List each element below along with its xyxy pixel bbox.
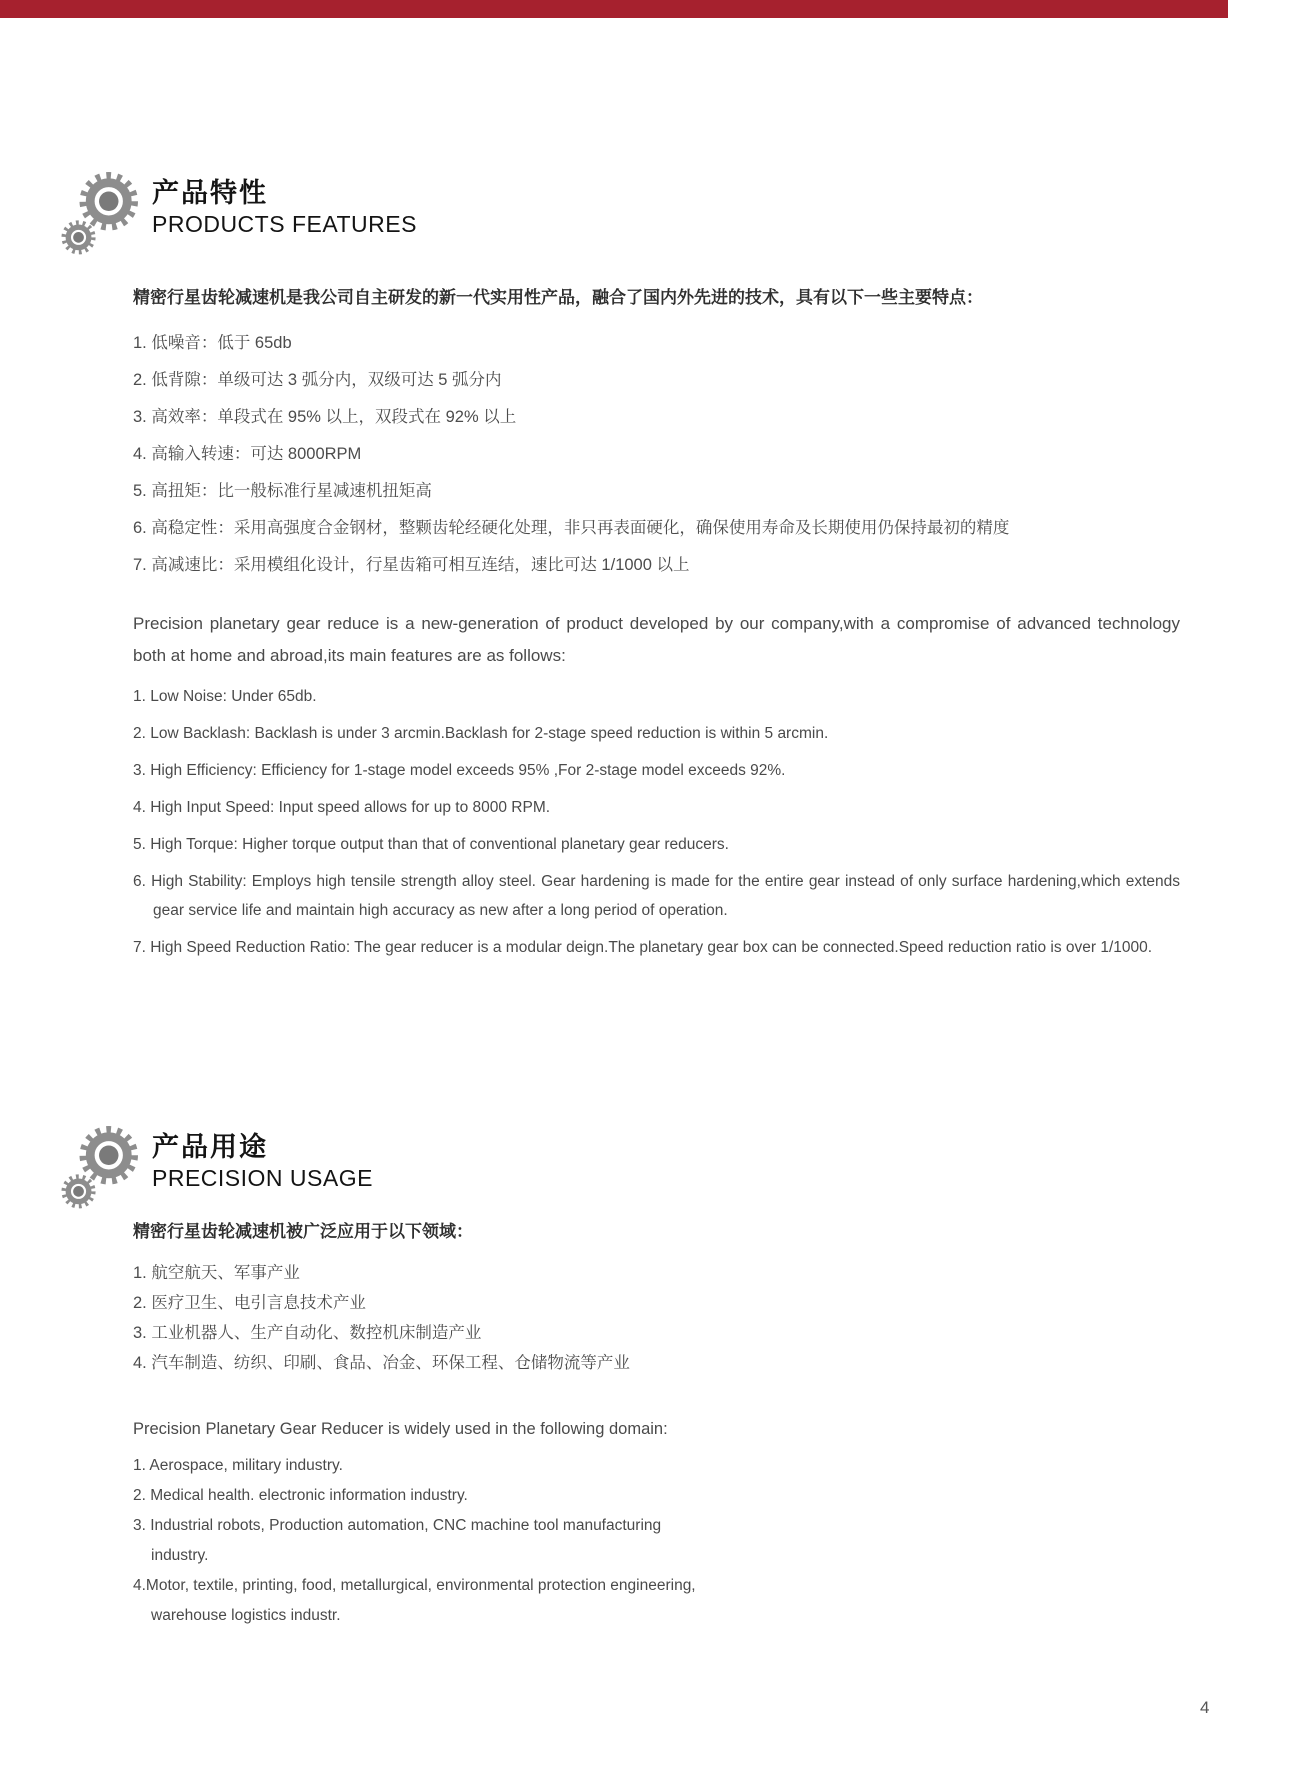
section-title-en: PRODUCTS FEATURES [152,211,417,238]
usage-intro-en: Precision Planetary Gear Reducer is widely used in the following domain: [133,1420,668,1438]
features-list-zh [133,330,1180,578]
list-item: 5. 高扭矩：比一般标准行星减速机扭矩高 [133,482,432,500]
list-item: 1. Low Noise: Under 65db. [133,688,317,705]
list-item: 5. High Torque: Higher torque output than that of conventional planetary gear reducers. [133,836,729,853]
list-item: 4. High Input Speed: Input speed allows for up to 8000 RPM. [133,799,551,816]
section-title-en: PRECISION USAGE [152,1165,373,1192]
list-item: 2. Low Backlash: Backlash is under 3 arcmin.Backlash for 2-stage speed reduction is within 5 arcmin. [133,725,829,742]
section-titles [152,178,417,239]
top-red-bar [0,0,1228,18]
usage-intro-zh: 精密行星齿轮减速机被广泛应用于以下领域： [133,1222,473,1241]
gears-icon [60,1122,138,1212]
section-title-zh: 产品用途 [152,1132,268,1162]
section-header-precision-usage [60,1122,373,1212]
list-item: 1. 航空航天、军事产业 [133,1264,300,1282]
section-titles [152,1132,373,1193]
list-item: 7. 高减速比：采用模组化设计，行星齿箱可相互连结，速比可达 1/1000 以上 [133,556,690,574]
list-item: 3. High Efficiency: Efficiency for 1-stage model exceeds 95% ,For 2-stage model exceeds 92%. [133,762,786,779]
section-products-features-content [133,284,1180,970]
list-item: 3. 高效率：单段式在 95% 以上，双段式在 92% 以上 [133,408,517,426]
list-item: 7. High Speed Reduction Ratio: The gear reducer is a modular deign.The planetary gear box can be connected.Speed reduction ratio is over 1/1000. [133,939,1153,956]
list-item: 6. High Stability: Employs high tensile strength alloy steel. Gear hardening is made for the entire gear instead of only surface hardening,which extends gear service life and maintain high accuracy as new after a long period of operation. [133,873,1180,919]
list-item: 2. Medical health. electronic information industry. [133,1487,468,1504]
list-item: 4. 高输入转速：可达 8000RPM [133,445,362,463]
features-intro-en: Precision planetary gear reduce is a new-generation of product developed by our company,with a compromise of advanced technology both at home and abroad,its main features are as follows: [133,614,1180,665]
list-item: 2. 低背隙：单级可达 3 弧分内，双级可达 5 弧分内 [133,371,502,389]
list-item: 1. 低噪音：低于 65db [133,334,292,352]
section-precision-usage-content [133,1218,1180,1631]
list-item: 4.Motor, textile, printing, food, metallurgical, environmental protection engineering, warehouse logistics industr. [133,1577,696,1624]
usage-english-block [133,1414,718,1631]
list-item: 6. 高稳定性：采用高强度合金钢材，整颗齿轮经硬化处理，非只再表面硬化，确保使用寿命及长期使用仍保持最初的精度 [133,519,1010,537]
list-item: 3. Industrial robots, Production automation, CNC machine tool manufacturing industry. [133,1517,662,1564]
features-list-en [133,682,1180,962]
gears-icon [60,168,138,258]
usage-list-en [133,1451,718,1631]
section-header-products-features [60,168,417,258]
section-title-zh: 产品特性 [152,178,268,208]
list-item: 4. 汽车制造、纺织、印刷、食品、冶金、环保工程、仓储物流等产业 [133,1354,630,1372]
list-item: 2. 医疗卫生、电引言息技术产业 [133,1294,366,1312]
list-item: 3. 工业机器人、生产自动化、数控机床制造产业 [133,1324,482,1342]
list-item: 1. Aerospace, military industry. [133,1457,343,1474]
page-number: 4 [1200,1698,1210,1717]
features-intro-zh: 精密行星齿轮减速机是我公司自主研发的新一代实用性产品，融合了国内外先进的技术，具有以下一些主要特点： [133,288,983,307]
usage-list-zh [133,1258,1180,1378]
